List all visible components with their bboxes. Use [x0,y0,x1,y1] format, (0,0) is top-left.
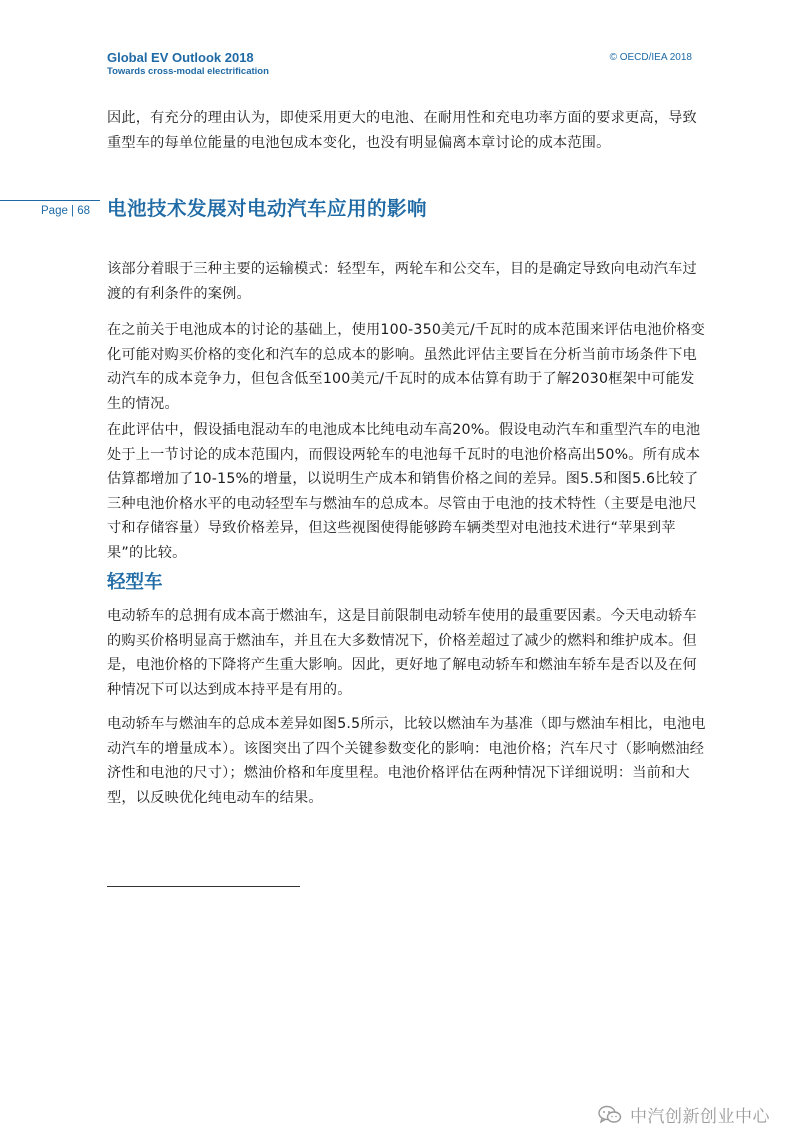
watermark-text: 中汽创新创业中心 [630,1107,770,1127]
section-paragraph-3: 在此评估中，假设插电混动车的电池成本比纯电动车高20%。假设电动汽车和重型汽车的电池处于上一节讨论的成本范围内，而假设两轮车的电池每千瓦时的电池价格高出50%。所有成本估算都增加了10-15%的增量，以说明生产成本和销售价格之间的差异。图5.5和图5.6比较了三种电池价格水平的电动轻型车与燃油车的总成本。尽管由于电池的技术特性（主要是电池尺寸和存储容量）导致价格差异，但这些视图使得能够跨车辆类型对电池技术进行“苹果到苹果”的比较。 [107,422,701,561]
subsection-heading: 轻型车 [107,572,163,593]
page-number: Page | 68 [41,205,91,217]
watermark [598,1102,770,1127]
subsection-paragraph-2: 电动轿车与燃油车的总成本差异如图5.5所示，比较以燃油车为基准（即与燃油车相比，电池电动汽车的增量成本）。该图突出了四个关键参数变化的影响：电池价格；汽车尺寸（影响燃油经济性和电池的尺寸）；燃油价格和年度里程。电池价格评估在两种情况下详细说明：当前和大型，以反映优化纯电动车的结果。 [107,716,706,806]
section-paragraph-1: 该部分着眼于三种主要的运输模式：轻型车，两轮车和公交车，目的是确定导致向电动汽车过渡的有利条件的案例。 [107,261,697,302]
header-subtitle: Towards cross-modal electrification [107,66,269,77]
footnote-rule [107,886,300,887]
wechat-icon [598,1105,622,1125]
subsection-paragraph-1: 电动轿车的总拥有成本高于燃油车，这是目前限制电动轿车使用的最重要因素。今天电动轿车的购买价格明显高于燃油车，并且在大多数情况下，价格差超过了减少的燃料和维护成本。但是，电池价格的下降将产生重大影响。因此，更好地了解电动轿车和燃油车轿车是否以及在何种情况下可以达到成本持平是有用的。 [107,608,697,698]
header-title: Global EV Outlook 2018 [107,50,254,65]
section-paragraph-2: 在之前关于电池成本的讨论的基础上，使用100-350美元/千瓦时的成本范围来评估电池价格变化可能对购买价格的变化和汽车的总成本的影响。虽然此评估主要旨在分析当前市场条件下电动汽车的成本竞争力，但包含低至100美元/千瓦时的成本估算有助于了解2030框架中可能发生的情况。 [107,322,705,412]
page-marker-rule [0,200,100,201]
header-copyright: © OECD/IEA 2018 [609,52,692,63]
intro-paragraph: 因此，有充分的理由认为，即使采用更大的电池、在耐用性和充电功率方面的要求更高，导致重型车的每单位能量的电池包成本变化，也没有明显偏离本章讨论的成本范围。 [107,110,697,151]
section-heading: 电池技术发展对电动汽车应用的影响 [107,197,428,220]
